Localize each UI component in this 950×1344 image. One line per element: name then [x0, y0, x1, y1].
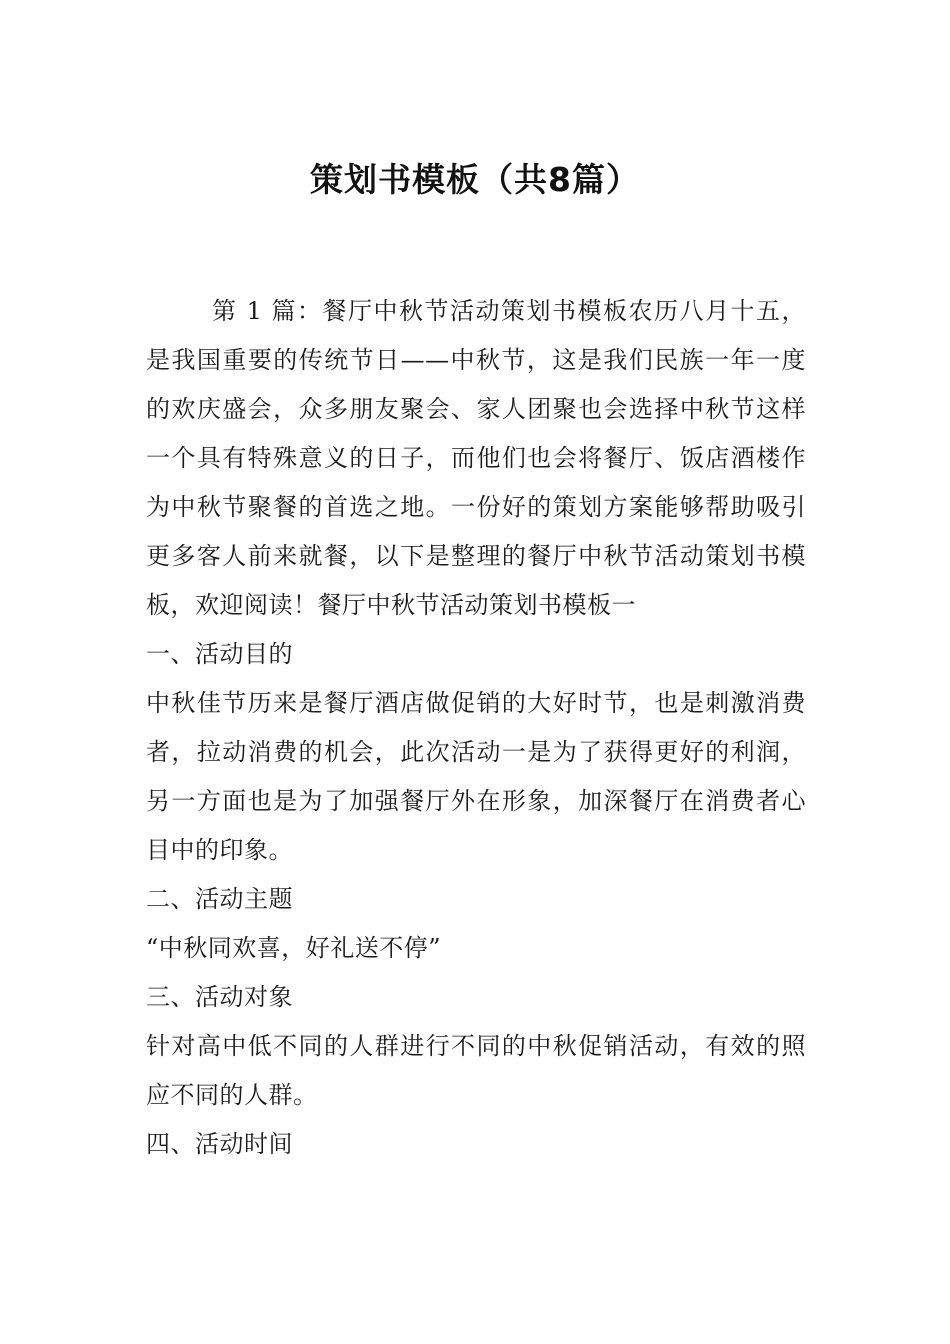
intro-paragraph: 第 1 篇：餐厅中秋节活动策划书模板农历八月十五，是我国重要的传统节日——中秋节，这是我们民族一年一度的欢庆盛会，众多朋友聚会、家人团聚也会选择中秋节这样一个具有特殊意义的日子，而他们也会将餐厅、饭店酒楼作为中秋节聚餐的首选之地。一份好的策划方案能够帮助吸引更多客人前来就餐，以下是整理的餐厅中秋节活动策划书模板，欢迎阅读！餐厅中秋节活动策划书模板一: [146, 297, 806, 619]
section-heading-purpose: 一、活动目的: [146, 640, 293, 668]
purpose-paragraph: 中秋佳节历来是餐厅酒店做促销的大好时节，也是刺激消费者，拉动消费的机会，此次活动一是为了获得更好的利润，另一方面也是为了加强餐厅外在形象，加深餐厅在消费者心目中的印象。: [146, 689, 806, 864]
document-title: 策划书模板（共8篇）: [310, 160, 640, 199]
section-heading-theme: 二、活动主题: [146, 885, 293, 913]
section-heading-audience: 三、活动对象: [146, 983, 293, 1011]
section-heading-time: 四、活动时间: [146, 1130, 293, 1158]
theme-paragraph: “中秋同欢喜，好礼送不停”: [146, 934, 442, 962]
document-body: [146, 287, 806, 1169]
audience-paragraph: 针对高中低不同的人群进行不同的中秋促销活动，有效的照应不同的人群。: [146, 1032, 806, 1109]
